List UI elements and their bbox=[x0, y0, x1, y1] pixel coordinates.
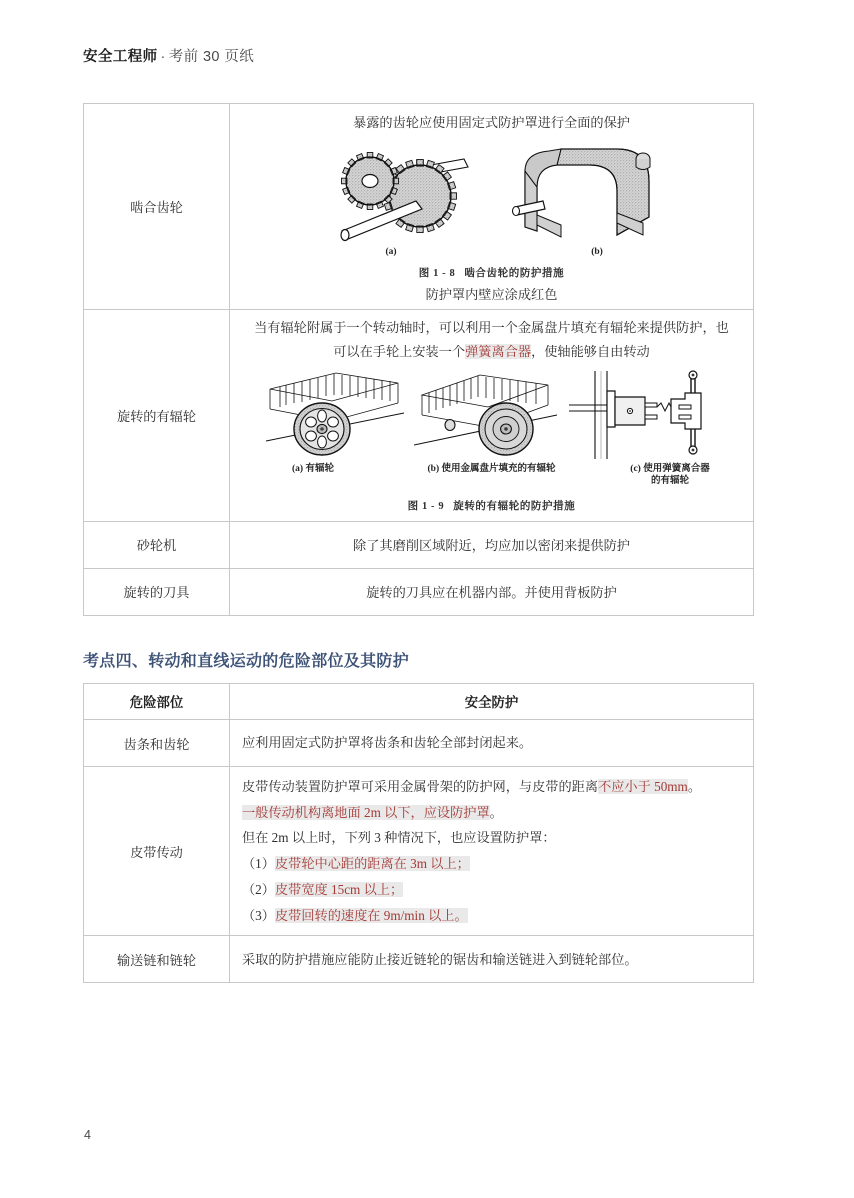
meshing-gears-lead-text: 暴露的齿轮应使用固定式防护罩进行全面的保护 bbox=[353, 115, 630, 130]
figure-1-8-illustration bbox=[240, 135, 743, 282]
highlight-belt-width: 皮带宽度 15cm 以上； bbox=[274, 881, 404, 897]
spoked-wheel-lead-line-2 bbox=[240, 340, 743, 364]
subcaption-c-line2: 的有辐轮 bbox=[650, 475, 689, 486]
subcaption-b: (b) bbox=[591, 247, 603, 258]
header-title-main: 安全工程师 bbox=[83, 49, 158, 65]
row-label-spoked-wheel: 旋转的有辐轮 bbox=[84, 309, 230, 521]
meshing-gears-post-text: 防护罩内壁应涂成红色 bbox=[425, 286, 558, 302]
figure-1-8-caption-text: 啮合齿轮的防护措施 bbox=[464, 267, 565, 279]
page-number: 4 bbox=[84, 1128, 91, 1142]
header-hazard-location: 危险部位 bbox=[84, 684, 230, 720]
figure-1-9-illustration bbox=[240, 365, 743, 515]
row-label-rack-pinion: 齿条和齿轮 bbox=[84, 720, 230, 767]
row-label-belt-drive: 皮带传动 bbox=[84, 767, 230, 936]
belt-list-item-3 bbox=[242, 903, 741, 929]
row-content-grinder: 除了其磨削区域附近，均应加以密闭来提供防护 bbox=[230, 521, 754, 568]
lead-line-2-part-b: ，使轴能够自由转动 bbox=[531, 344, 650, 360]
table-row bbox=[84, 767, 754, 936]
table-hazard-protection bbox=[83, 683, 754, 983]
belt-line-1-part-b: 。 bbox=[687, 779, 701, 794]
spoked-wheel-lead-line-1: 当有辐轮附属于一个转动轴时，可以利用一个金属盘片填充有辐轮来提供防护，也 bbox=[254, 319, 729, 335]
header-separator: · bbox=[160, 49, 166, 65]
figure-1-8-number: 图 1 - 8 bbox=[418, 267, 456, 279]
row-label-grinder: 砂轮机 bbox=[84, 521, 230, 568]
highlight-pulley-center-distance: 皮带轮中心距的距离在 3m 以上； bbox=[274, 856, 470, 872]
belt-line-3: 但在 2m 以上时，下列 3 种情况下，也应设置防护罩： bbox=[242, 830, 556, 846]
row-label-meshing-gears: 啮合齿轮 bbox=[84, 104, 230, 310]
header-title-sub: 考前 30 页纸 bbox=[168, 49, 255, 65]
belt-line-1-part-a: 皮带传动装置防护罩可采用金属骨架的防护网，与皮带的距离 bbox=[242, 779, 599, 794]
subcaption-c-line1: (c) 使用弹簧离合器 bbox=[630, 463, 710, 474]
table-row bbox=[84, 936, 754, 983]
conveyor-chain-text: 采取的防护措施应能防止接近链轮的锯齿和输送链进入到链轮部位。 bbox=[242, 951, 638, 967]
belt-line-2-part-b: 。 bbox=[489, 804, 503, 820]
disc-filled-wheel-drawing bbox=[414, 369, 559, 461]
belt-line-1 bbox=[242, 774, 741, 800]
spring-clutch-drawing bbox=[567, 369, 717, 461]
row-label-conveyor-chain: 输送链和链轮 bbox=[84, 936, 230, 983]
figure-1-9-caption bbox=[240, 498, 743, 513]
document-header bbox=[83, 45, 254, 66]
table-row bbox=[84, 104, 754, 310]
subcaption-b: (b) 使用金属盘片填充的有辐轮 bbox=[427, 463, 556, 474]
belt-item-1-number: （1） bbox=[242, 856, 275, 872]
row-content-meshing-gears bbox=[230, 104, 754, 310]
gear-guard-cover-drawing bbox=[497, 139, 672, 244]
row-content-rotating-cutter: 旋转的刀具应在机器内部。并使用背板防护 bbox=[230, 568, 754, 615]
subcaption-a: (a) 有辐轮 bbox=[292, 463, 334, 474]
figure-1-9-caption-text: 旋转的有辐轮的防护措施 bbox=[453, 500, 576, 512]
figure-1-9-subcaptions bbox=[240, 464, 743, 488]
belt-list-item-2 bbox=[242, 877, 741, 903]
highlight-min-distance-50mm: 不应小于 50mm bbox=[598, 779, 688, 794]
spoked-wheel-drawing bbox=[266, 369, 406, 461]
highlight-belt-speed: 皮带回转的速度在 9m/min 以上。 bbox=[274, 907, 468, 923]
subcaption-a: (a) bbox=[385, 247, 397, 258]
belt-line-2 bbox=[242, 800, 741, 826]
subcaption-c bbox=[610, 464, 730, 488]
table-row bbox=[84, 568, 754, 615]
section-heading-kaodian-four: 考点四、转动和直线运动的危险部位及其防护 bbox=[83, 653, 410, 670]
belt-item-2-number: （2） bbox=[242, 881, 275, 897]
rack-pinion-text: 应利用固定式防护罩将齿条和齿轮全部封闭起来。 bbox=[242, 735, 533, 751]
figure-1-8-subcaptions bbox=[240, 247, 743, 259]
table-machine-guarding bbox=[83, 103, 754, 616]
header-safety-protection: 安全防护 bbox=[230, 684, 754, 720]
belt-list-item-1 bbox=[242, 851, 741, 877]
table-header-row bbox=[84, 684, 754, 720]
lead-line-2-part-a: 可以在手轮上安装一个 bbox=[333, 344, 466, 360]
table-row bbox=[84, 521, 754, 568]
table-row bbox=[84, 309, 754, 521]
gear-pair-drawing bbox=[312, 139, 497, 244]
highlight-below-2m-guard: 一般传动机构离地面 2m 以下，应设防护罩 bbox=[242, 804, 490, 820]
figure-1-9-number: 图 1 - 9 bbox=[407, 500, 445, 512]
belt-item-3-number: （3） bbox=[242, 907, 275, 923]
row-content-spoked-wheel bbox=[230, 309, 754, 521]
row-content-conveyor-chain bbox=[230, 936, 754, 983]
row-content-rack-pinion bbox=[230, 720, 754, 767]
highlight-spring-clutch: 弹簧离合器 bbox=[465, 344, 532, 360]
figure-1-8-caption bbox=[240, 265, 743, 280]
row-label-rotating-cutter: 旋转的刀具 bbox=[84, 568, 230, 615]
table-row bbox=[84, 720, 754, 767]
row-content-belt-drive bbox=[230, 767, 754, 936]
